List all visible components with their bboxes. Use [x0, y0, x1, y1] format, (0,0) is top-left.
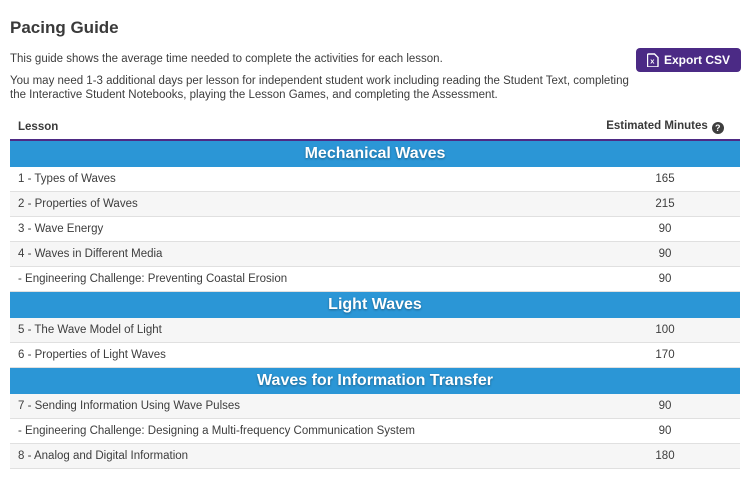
lesson-cell: 2 - Properties of Waves [10, 192, 590, 217]
minutes-header-label: Estimated Minutes [606, 120, 708, 132]
section-header-mechanical-waves [10, 140, 740, 167]
page-title: Pacing Guide [10, 18, 119, 37]
table-row [10, 242, 740, 267]
minutes-cell: 215 [590, 192, 740, 217]
lesson-cell: 4 - Waves in Different Media [10, 242, 590, 267]
table-row [10, 217, 740, 242]
intro-line-2a: You may need 1-3 additional days per lesson for independent student work including reading the Student Text, completing [10, 75, 629, 87]
intro-line-2 [10, 74, 740, 102]
table-header-row [10, 114, 740, 140]
section-header-waves-for-information-transfer [10, 368, 740, 395]
lesson-cell: 3 - Wave Energy [10, 217, 590, 242]
minutes-cell: 180 [590, 444, 740, 469]
lesson-cell: 6 - Properties of Light Waves [10, 343, 590, 368]
minutes-cell: 90 [590, 267, 740, 292]
lesson-cell: 5 - The Wave Model of Light [10, 318, 590, 343]
minutes-cell: 90 [590, 242, 740, 267]
table-row [10, 343, 740, 368]
minutes-column-header [590, 114, 740, 140]
lesson-cell: - Engineering Challenge: Preventing Coastal Erosion [10, 267, 590, 292]
table-row [10, 394, 740, 419]
table-row [10, 419, 740, 444]
lesson-column-header: Lesson [10, 114, 590, 140]
table-row [10, 318, 740, 343]
pacing-table [10, 114, 740, 469]
svg-text:x: x [650, 56, 655, 66]
table-row [10, 267, 740, 292]
table-row [10, 192, 740, 217]
lesson-cell: 8 - Analog and Digital Information [10, 444, 590, 469]
minutes-cell: 100 [590, 318, 740, 343]
intro-text [10, 52, 740, 102]
minutes-cell: 170 [590, 343, 740, 368]
minutes-cell: 90 [590, 394, 740, 419]
minutes-cell: 165 [590, 167, 740, 192]
export-csv-label: Export CSV [663, 53, 730, 67]
intro-line-1: This guide shows the average time needed to complete the activities for each lesson. [10, 53, 443, 65]
csv-file-icon [647, 53, 659, 67]
minutes-cell: 90 [590, 419, 740, 444]
section-title: Waves for Information Transfer [10, 368, 740, 395]
section-header-light-waves [10, 292, 740, 319]
section-title: Mechanical Waves [10, 140, 740, 167]
minutes-cell: 90 [590, 217, 740, 242]
question-circle-icon[interactable]: ? [712, 122, 724, 134]
section-title: Light Waves [10, 292, 740, 319]
export-csv-button[interactable] [636, 48, 741, 72]
table-row [10, 167, 740, 192]
lesson-cell: 7 - Sending Information Using Wave Pulses [10, 394, 590, 419]
table-row [10, 444, 740, 469]
intro-line-2b: the Interactive Student Notebooks, playing the Lesson Games, and completing the Assessment. [10, 89, 498, 101]
lesson-cell: 1 - Types of Waves [10, 167, 590, 192]
lesson-cell: - Engineering Challenge: Designing a Multi-frequency Communication System [10, 419, 590, 444]
